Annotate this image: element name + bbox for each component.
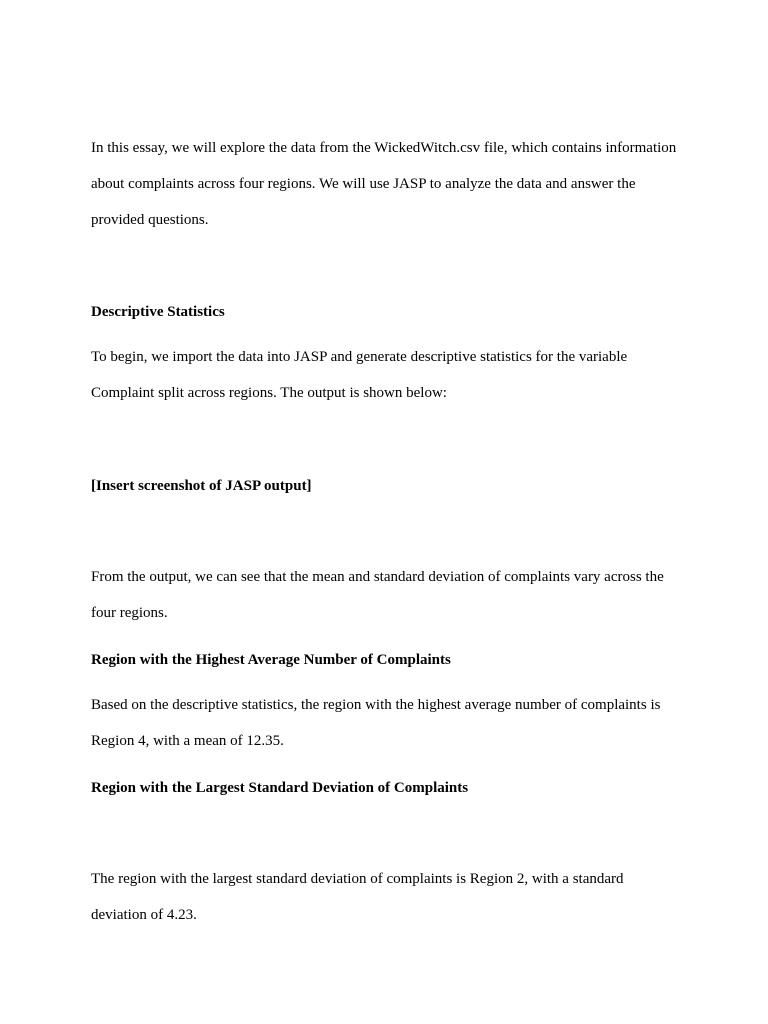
largest-sd-paragraph: The region with the largest standard deviation of complaints is Region 2, with a standard deviation of 4.23. <box>91 871 624 923</box>
highest-average-paragraph: Based on the descriptive statistics, the region with the highest average number of complaints is Region 4, with a mean of 12.35. <box>91 697 661 749</box>
intro-paragraph: In this essay, we will explore the data from the WickedWitch.csv file, which contains information about complaints across four regions. We will use JASP to analyze the data and answer the provided questions. <box>91 140 677 228</box>
descriptive-statistics-heading: Descriptive Statistics <box>91 304 225 320</box>
highest-average-heading: Region with the Highest Average Number of Complaints <box>91 652 451 668</box>
output-paragraph: From the output, we can see that the mean and standard deviation of complaints vary across the four regions. <box>91 569 664 621</box>
largest-sd-heading: Region with the Largest Standard Deviation of Complaints <box>91 780 469 796</box>
screenshot-placeholder: [Insert screenshot of JASP output] <box>91 478 312 494</box>
descriptive-statistics-paragraph: To begin, we import the data into JASP and generate descriptive statistics for the variable Complaint split across regions. The output is shown below: <box>91 349 628 401</box>
